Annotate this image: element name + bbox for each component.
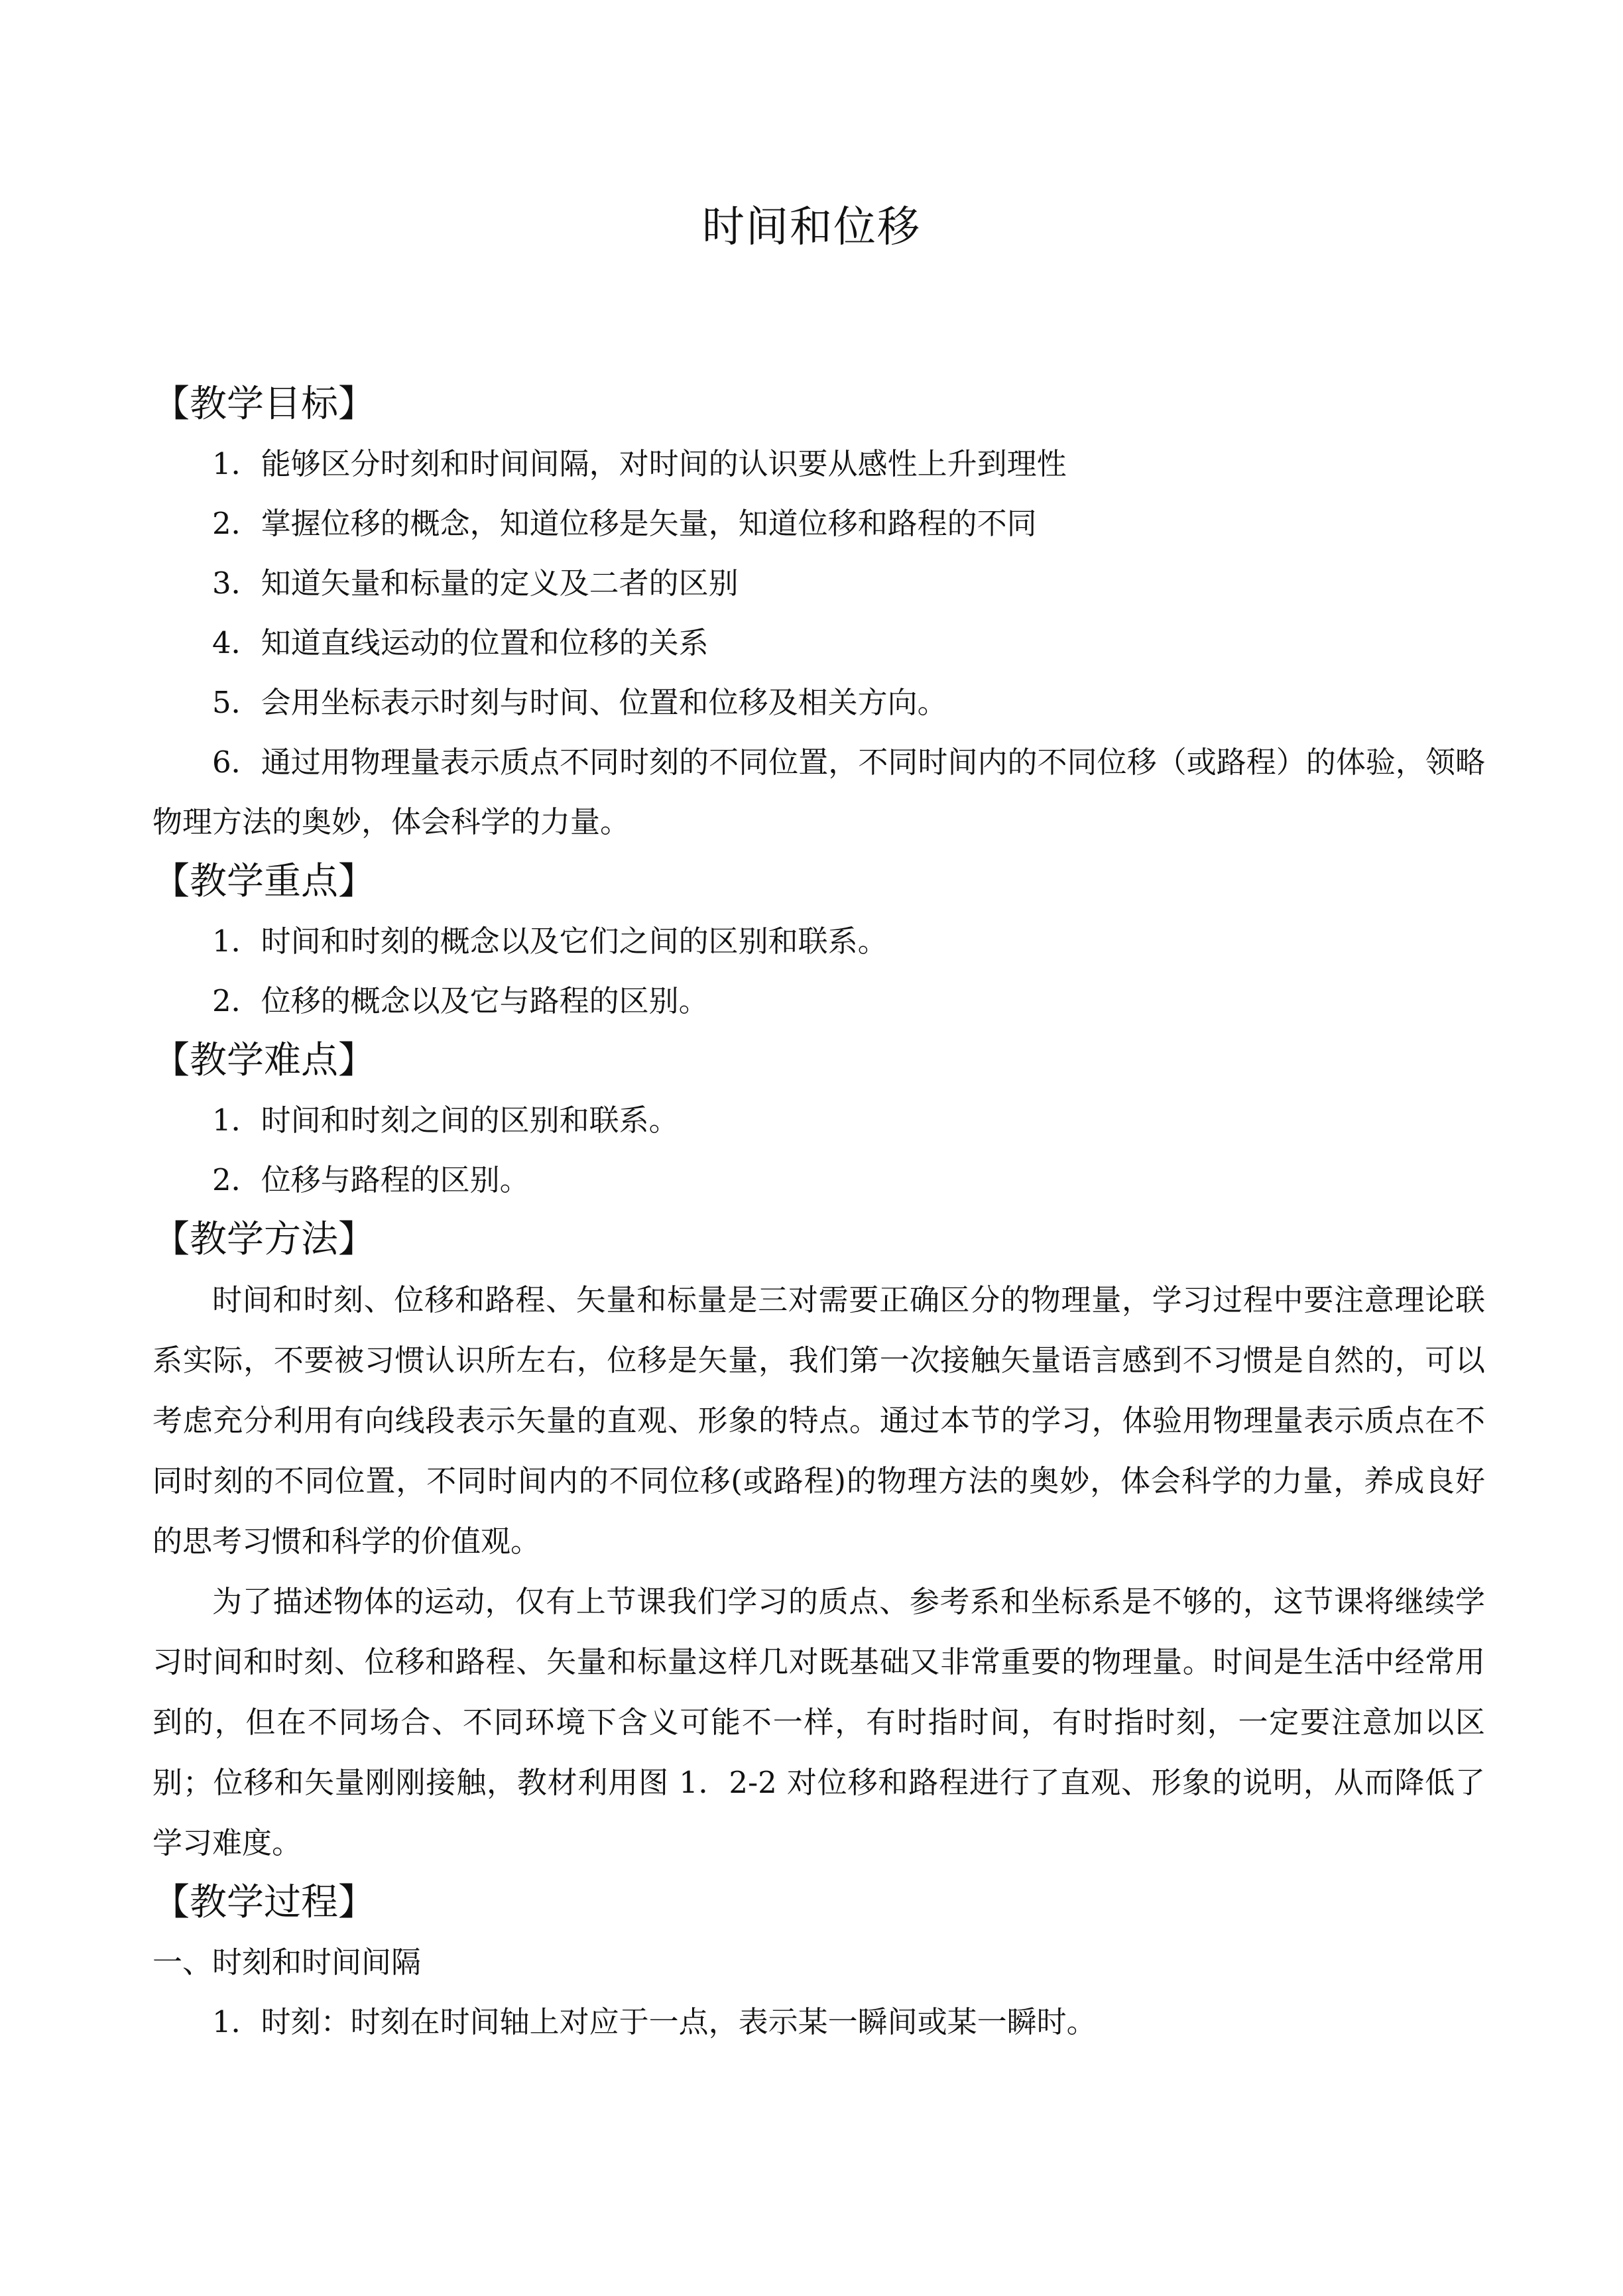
section-heading-objectives: 【教学目标】	[152, 383, 375, 426]
process-item: 1．时刻：时刻在时间轴上对应于一点，表示某一瞬间或某一瞬时。	[212, 2004, 1097, 2039]
document-body	[152, 375, 1485, 2052]
objective-item: 5．会用坐标表示时刻与时间、位置和位移及相关方向。	[212, 685, 947, 720]
key-point-item: 1．时间和时刻的概念以及它们之间的区别和联系。	[212, 924, 888, 959]
objective-item: 3．知道矢量和标量的定义及二者的区别	[212, 566, 739, 601]
section-heading-difficulties: 【教学难点】	[152, 1039, 375, 1082]
difficulty-item: 1．时间和时刻之间的区别和联系。	[212, 1103, 679, 1138]
process-subheading: 一、时刻和时间间隔	[152, 1945, 422, 1980]
method-paragraph: 为了描述物体的运动，仅有上节课我们学习的质点、参考系和坐标系是不够的，这节课将继续学习时间和时刻、位移和路程、矢量和标量这样几对既基础又非常重要的物理量。时间是生活中经常用到的，但在不同场合、不同环境下含义可能不一样，有时指时间，有时指时刻，一定要注意加以区别；位移和矢量刚刚接触，教材利用图 1．2-2 对位移和路程进行了直观、形象的说明，从而降低了学习难度。	[152, 1584, 1485, 1860]
section-heading-key-points: 【教学重点】	[152, 860, 375, 903]
objective-item: 1．能够区分时刻和时间间隔，对时间的认识要从感性上升到理性	[212, 446, 1067, 481]
page-title: 时间和位移	[702, 203, 921, 252]
key-point-item: 2．位移的概念以及它与路程的区别。	[212, 983, 709, 1018]
section-heading-process: 【教学过程】	[152, 1881, 375, 1924]
objective-item: 2．掌握位移的概念，知道位移是矢量，知道位移和路程的不同	[212, 506, 1037, 541]
objective-item: 6．通过用物理量表示质点不同时刻的不同位置，不同时间内的不同位移（或路程）的体验，领略物理方法的奥妙，体会科学的力量。	[152, 745, 1485, 839]
objective-item: 4．知道直线运动的位置和位移的关系	[212, 625, 709, 660]
section-heading-methods: 【教学方法】	[152, 1218, 375, 1261]
method-paragraph: 时间和时刻、位移和路程、矢量和标量是三对需要正确区分的物理量，学习过程中要注意理论联系实际，不要被习惯认识所左右，位移是矢量，我们第一次接触矢量语言感到不习惯是自然的，可以考虑充分利用有向线段表示矢量的直观、形象的特点。通过本节的学习，体验用物理量表示质点在不同时刻的不同位置，不同时间内的不同位移(或路程)的物理方法的奥妙，体会科学的力量，养成良好的思考习惯和科学的价值观。	[152, 1282, 1485, 1559]
difficulty-item: 2．位移与路程的区别。	[212, 1162, 530, 1197]
